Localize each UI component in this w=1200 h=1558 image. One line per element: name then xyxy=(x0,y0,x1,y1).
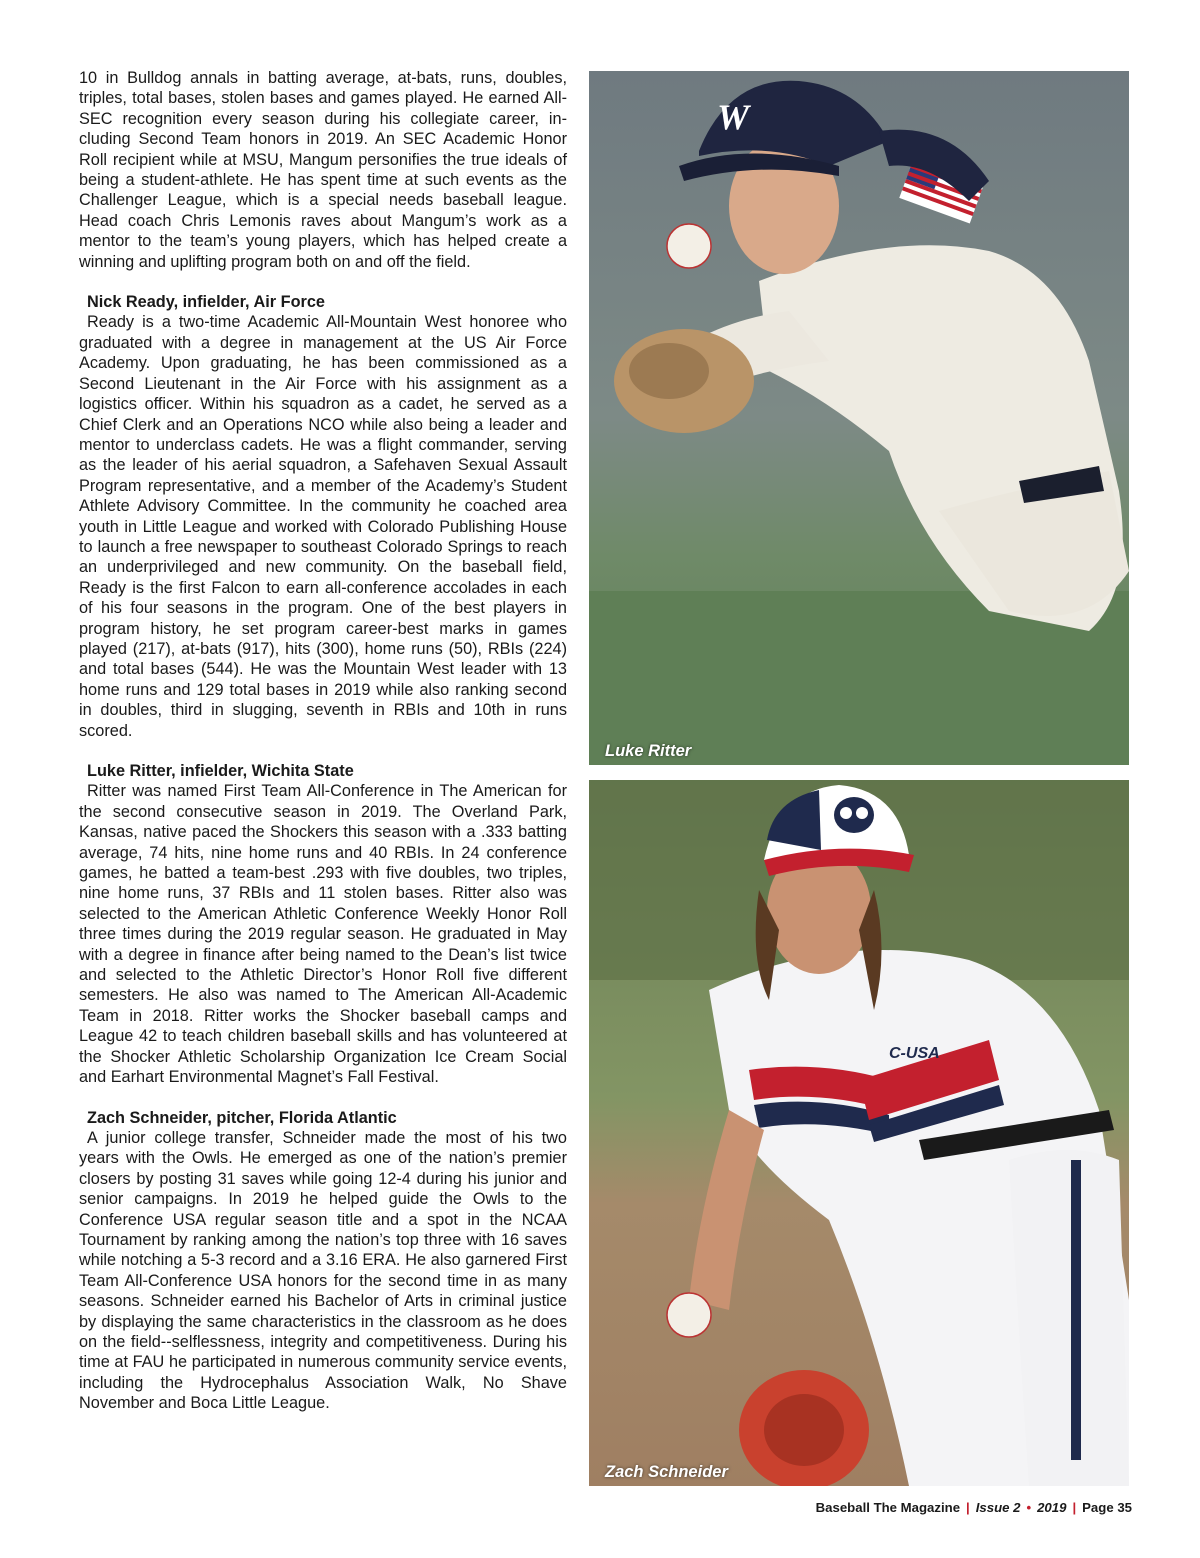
section-body-nick-ready: Ready is a two-time Academic All-Mountain West honoree who graduated with a degree in management at the US Air Force Academy. Upon graduating, he has been commissioned as a Second Lieutenant in the Air Force with his assignment as a logistics officer. Within his squadron as a cadet, he served as a Chief Clerk and an Operations NCO while also being a leader and mentor to underclass cadets. He was a flight commander, serving as the leader of his aerial squadron, a Safehaven Sexual Assault Program representative, and a member of the Academy’s Student Athlete Advisory Committee. In the community he coached area youth in Little League and worked with Colorado Publishing House to launch a free newspaper to southeast Colorado Springs to reach an underprivileged and new community. On the baseball field, Ready is the first Falcon to earn all-conference accolades in each of his four seasons in the program. One of the best players in program history, he set program career-best marks in games played (217), at-bats (917), hits (300), home runs (50), RBIs (224) and total bases (544). He was the Mountain West leader with 13 home runs and 129 total bases in 2019 while also ranking second in doubles, third in slugging, seventh in RBIs and 10th in runs scored. xyxy=(79,313,567,740)
section-heading-zach-schneider: Zach Schneider, pitcher, Florida Atlantic xyxy=(87,1108,397,1127)
page-footer xyxy=(816,1500,1132,1515)
section-body-luke-ritter: Ritter was named First Team All-Conference in The American for the second consecutive season in 2019. The Overland Park, Kansas, native paced the Shockers this season with a .333 batting average, 74 hits, nine home runs and 40 RBIs. In 24 conference games, he batted a team-best .293 with five doubles, two triples, nine home runs, 37 RBIs and 11 stolen bases. Ritter also was selected to the American Athletic Conference Weekly Honor Roll three times during the 2019 regular season. He graduated in May with a degree in finance after being named to the Dean’s list twice and selected to the Athletic Director’s Honor Roll five different semesters. He also was named to The American All-Academic Team in 2018. Ritter works the Shocker baseball camps and League 42 to teach children baseball skills and has volunteered at the Shocker Athletic Scholarship Organization Ice Cream Social and Earhart Environmental Magnet’s Fall Festival. xyxy=(79,782,567,1087)
player-illustration-ritter xyxy=(589,71,1129,765)
section-body-zach-schneider: A junior college transfer, Schneider made the most of his two years with the Owls. He emerged as one of the nation’s premier closers by posting 31 saves while going 12-4 during his junior and senior campaigns. In 2019 he helped guide the Owls to the Conference USA regular season title and a spot in the NCAA Tournament by ranking among the nation’s top three with 16 saves while notching a 5-3 record and a 3.16 ERA. He also garnered First Team All-Conference USA honors for the second time in as many seasons. Schneider earned his Bachelor of Arts in criminal justice by displaying the same characteristics in the classroom as he does on the field--selflessness, integrity and competitiveness. During his time at FAU he participated in numerous community service events, including the Hydrocephalus Association Walk, No Shave November and Boca Little League. xyxy=(79,1128,567,1413)
issue-year: 2019 xyxy=(1037,1500,1067,1515)
jersey-patch-text: C-USA xyxy=(889,1045,940,1062)
photo-zach-schneider xyxy=(589,780,1129,1486)
separator-bar: | xyxy=(1072,1500,1077,1515)
section-heading-luke-ritter: Luke Ritter, infielder, Wichita State xyxy=(87,762,354,780)
photo-luke-ritter xyxy=(589,71,1129,765)
issue-number: Issue 2 xyxy=(975,1500,1021,1515)
player-illustration-schneider xyxy=(589,780,1129,1486)
bullet-separator: • xyxy=(1026,1500,1032,1515)
page-number: Page 35 xyxy=(1082,1500,1132,1515)
cap-logo: W xyxy=(717,97,750,137)
separator-bar: | xyxy=(966,1500,970,1515)
section-heading-nick-ready: Nick Ready, infielder, Air Force xyxy=(87,293,325,312)
magazine-title: Baseball The Magazine xyxy=(815,1500,961,1515)
intro-paragraph: 10 in Bulldog annals in batting average, at-bats, runs, doubles, triples, total bases, stolen bases and games played. He earned All-SEC recognition every season during his collegiate career, including Second Team honors in 2019. An SEC Academic Honor Roll recipient while at MSU, Mangum personifies the true ideals of being a student-athlete. He has spent time at such events as the Challenger League, which is a special needs baseball league. Head coach Chris Lemonis raves about Mangum’s work as a mentor to the team’s young players, which has helped create a winning and uplifting program both on and off the field. xyxy=(79,69,567,271)
photo-caption-luke-ritter: Luke Ritter xyxy=(605,742,692,760)
photo-caption-zach-schneider: Zach Schneider xyxy=(605,1463,728,1481)
article-column xyxy=(79,68,567,1414)
